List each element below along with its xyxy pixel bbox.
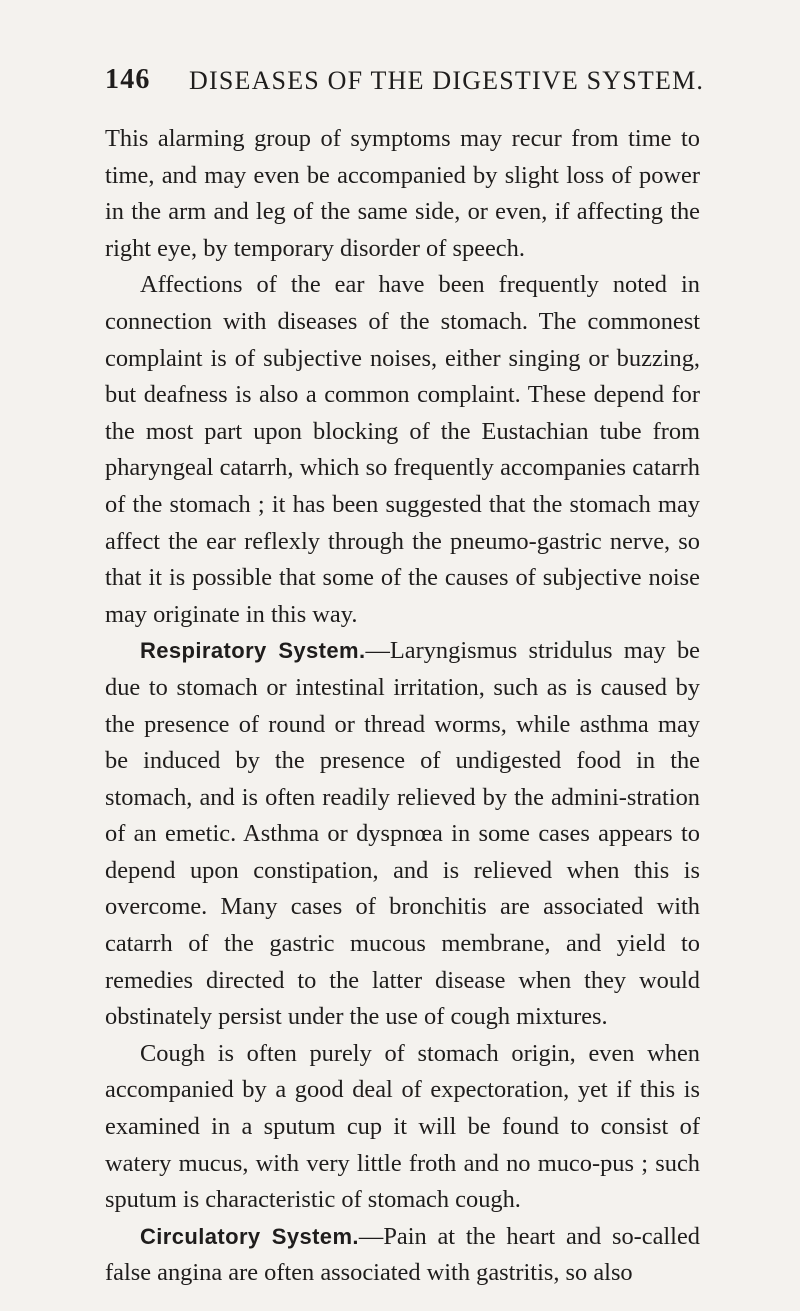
paragraph-respiratory (105, 633, 700, 1036)
page-header (105, 64, 705, 104)
section-heading-circulatory: Circulatory System. (140, 1223, 359, 1249)
running-head: DISEASES OF THE DIGESTIVE SYSTEM. (189, 66, 705, 95)
paragraph-symptoms (105, 121, 700, 267)
paragraph-text: Affections of the ear have been frequently noted in connection with diseases of the stomach. The commonest complaint is of subjective noises, either singing or buzzing, but deafness is also a common complaint. These depend for the most part upon blocking of the Eustachian tube from pharyngeal catarrh, which so frequently accompanies catarrh of the stomach ; it has been suggested that the stomach may affect the ear reflexly through the pneumo-gastric nerve, so that it is possible that some of the causes of subjective noise may originate in this way. (105, 271, 700, 628)
page-number: 146 (105, 64, 151, 95)
paragraph-ear (105, 267, 700, 633)
paragraph-text: —Laryngismus stridulus may be due to stomach or intestinal irritation, such as is caused by the presence of round or thread worms, while asthma may be induced by the presence of undigested food in the stomach, and is often readily relieved by the admini-stration of an emetic. Asthma or dyspnœa in some cases appears to depend upon constipation, and is relieved when this is overcome. Many cases of bronchitis are associated with catarrh of the gastric mucous membrane, and yield to remedies directed to the latter disease when they would obstinately persist under the use of cough mixtures. (105, 637, 700, 1031)
body-text (105, 121, 700, 1292)
paragraph-text: Cough is often purely of stomach origin, even when accompanied by a good deal of expectoration, yet if this is examined in a sputum cup it will be found to consist of watery mucus, with very little froth and no muco-pus ; such sputum is characteristic of stomach cough. (105, 1039, 700, 1214)
paragraph-text: —Pain at the heart and so-called false angina are often associated with gastritis, so also (105, 1222, 700, 1287)
paragraph-circulatory (105, 1219, 700, 1292)
paragraph-cough (105, 1036, 700, 1219)
paragraph-text: This alarming group of symptoms may recur from time to time, and may even be accompanied by slight loss of power in the arm and leg of the same side, or even, if affecting the right eye, by temporary disorder of speech. (105, 125, 700, 262)
section-heading-respiratory: Respiratory System. (140, 638, 366, 664)
